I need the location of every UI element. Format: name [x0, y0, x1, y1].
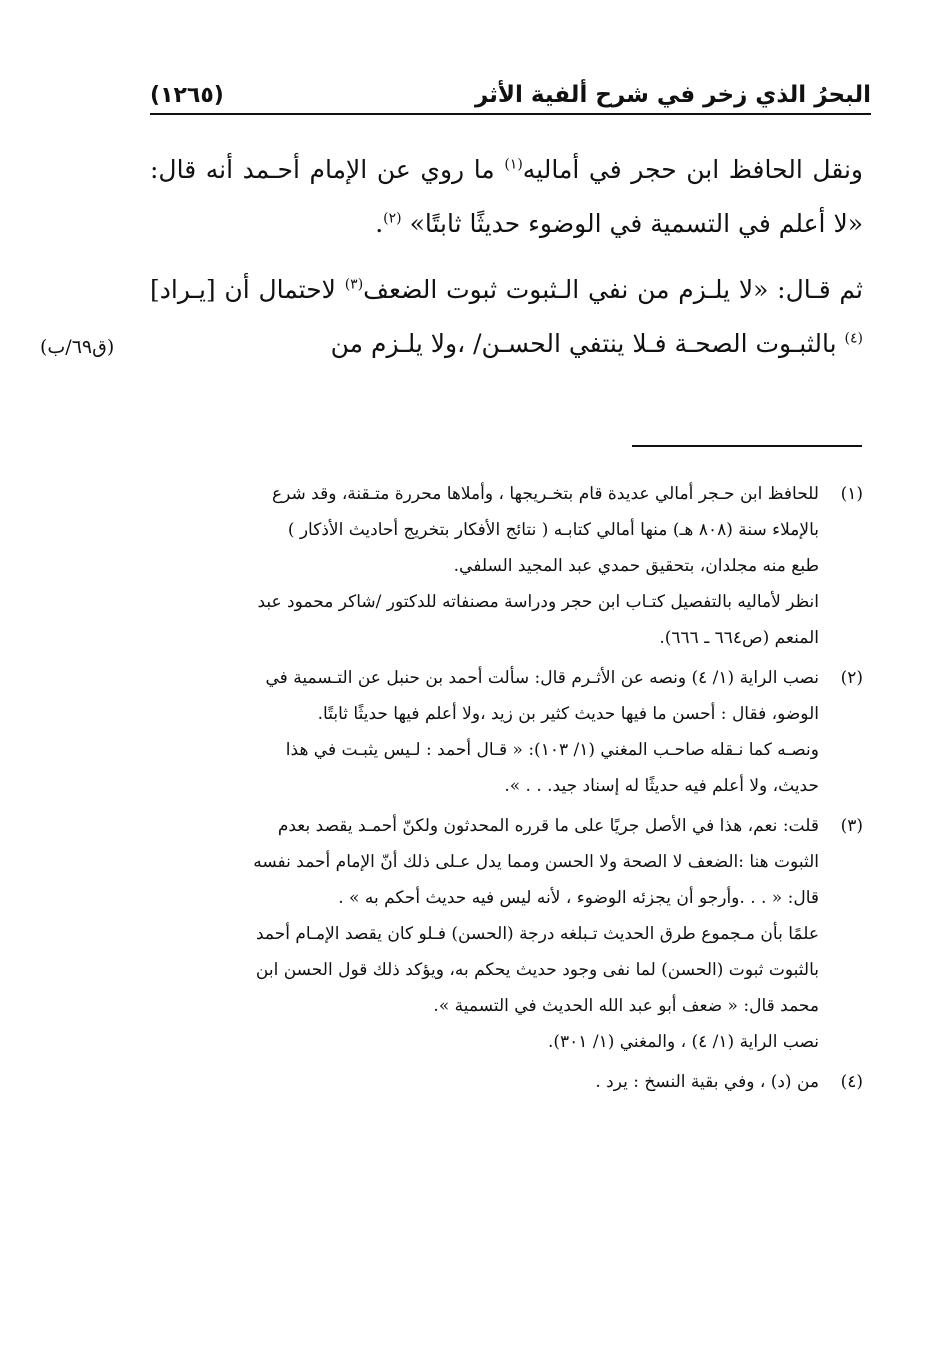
manuscript-folio-note: (ق٦٩/ب): [40, 336, 115, 358]
footnote-separator: [632, 445, 862, 447]
footnote-line: نصب الراية (١/ ٤) ونصه عن الأثـرم قال: سألت أحمد بن حنبل عن التـسمية في: [265, 668, 819, 688]
footnote-ref[interactable]: (١): [504, 156, 523, 173]
footnote-line: المنعم (ص٦٦٤ ـ ٦٦٦).: [659, 628, 819, 648]
footnote-4: [150, 1064, 863, 1100]
footnote-line: الثبوت هنا :الضعف لا الصحة ولا الحسن ومما يدل عـلى ذلك أنّ الإمام أحمد نفسه: [253, 852, 819, 872]
paragraph: [150, 263, 863, 371]
paragraph: [150, 143, 863, 251]
footnote-ref[interactable]: (٣): [344, 276, 364, 293]
running-title: البحرُ الذي زخر في شرح ألفية الأثر: [474, 82, 871, 108]
footnote-line: من (د) ، وفي بقية النسخ : يرد .: [595, 1072, 819, 1092]
footnote-line: قلت: نعم، هذا في الأصل جريًا على ما قرره المحدثون ولكنّ أحمـد يقصد بعدم: [277, 816, 819, 836]
paragraph-text: بالثبـوت الصحـة فـلا ينتفي الحسـن/ ،ولا يلـزم من: [330, 329, 845, 358]
footnote-ref[interactable]: (٤): [844, 330, 863, 347]
paragraph-text: ونقل الحافظ ابن حجر في أماليه: [522, 155, 864, 184]
footnote-number: (٤): [840, 1072, 863, 1092]
footnote-line: للحافظ ابن حـجر أمالي عديدة قام بتخـريجها ، وأملاها محررة متـقنة، وقد شرع: [271, 484, 819, 504]
paragraph-text: لاحتمال أن [يـراد]: [150, 275, 345, 304]
footnote-line: قال: « . . .وأرجو أن يجزئه الوضوء ، لأنه ليس فيه حديث أحكم به » .: [338, 888, 819, 908]
header-rule: [150, 113, 871, 115]
main-text: [150, 143, 863, 371]
footnote-line: انظر لأماليه بالتفصيل كتـاب ابن حجر ودراسة مصنفاته للدكتور /شاكر محمود عبد: [257, 592, 819, 612]
paragraph-text: .: [375, 209, 384, 238]
footnote-2: [150, 660, 863, 804]
footnote-3: [150, 808, 863, 1060]
footnote-line: الوضو، فقال : أحسن ما فيها حديث كثير بن زيد ،ولا أعلم فيها حديثًا ثابتًا.: [317, 704, 819, 724]
footnote-line: علمًا بأن مـجموع طرق الحديث تـبلغه درجة (الحسن) فـلو كان يقصد الإمـام أحمد: [255, 924, 819, 944]
footnote-ref[interactable]: (٢): [383, 210, 402, 227]
footnote-number: (٢): [840, 668, 863, 688]
footnote-line: ونصـه كما نـقله صاحـب المغني (١/ ١٠٣): « قـال أحمد : لـيس يثبـت في هذا: [285, 740, 819, 760]
footnote-line: نصب الراية (١/ ٤) ، والمغني (١/ ٣٠١).: [547, 1032, 819, 1052]
footnote-line: بالإملاء سنة (٨٠٨ هـ) منها أمالي كتابـه ( نتائج الأفكار بتخريج أحاديث الأذكار ): [287, 520, 819, 540]
footnote-number: (٣): [840, 816, 863, 836]
footnote-line: طبع منه مجلدان، بتحقيق حمدي عبد المجيد السلفي.: [453, 556, 819, 576]
footnote-line: محمد قال: « ضعف أبو عبد الله الحديث في التسمية ».: [433, 996, 819, 1016]
footnote-1: [150, 476, 863, 656]
paragraph-text: ما روي عن الإمام أحـمد أنه قال: «لا أعلم في التسمية في الوضوء حديثًا ثابتًا»: [150, 155, 863, 238]
footnotes: [150, 476, 863, 1104]
page-number: (١٢٦٥): [150, 83, 224, 108]
footnote-line: بالثبوت ثبوت (الحسن) لما نفى وجود حديث يحكم به، ويؤكد ذلك قول الحسن ابن: [255, 960, 819, 980]
footnote-number: (١): [840, 484, 863, 504]
paragraph-text: ثم قـال: «لا يلـزم من نفي الـثبوت ثبوت الضعف: [363, 275, 863, 304]
page-header: [150, 68, 871, 108]
footnote-line: حديث، ولا أعلم فيه حديثًا له إسناد جيد. . . ».: [504, 776, 819, 796]
